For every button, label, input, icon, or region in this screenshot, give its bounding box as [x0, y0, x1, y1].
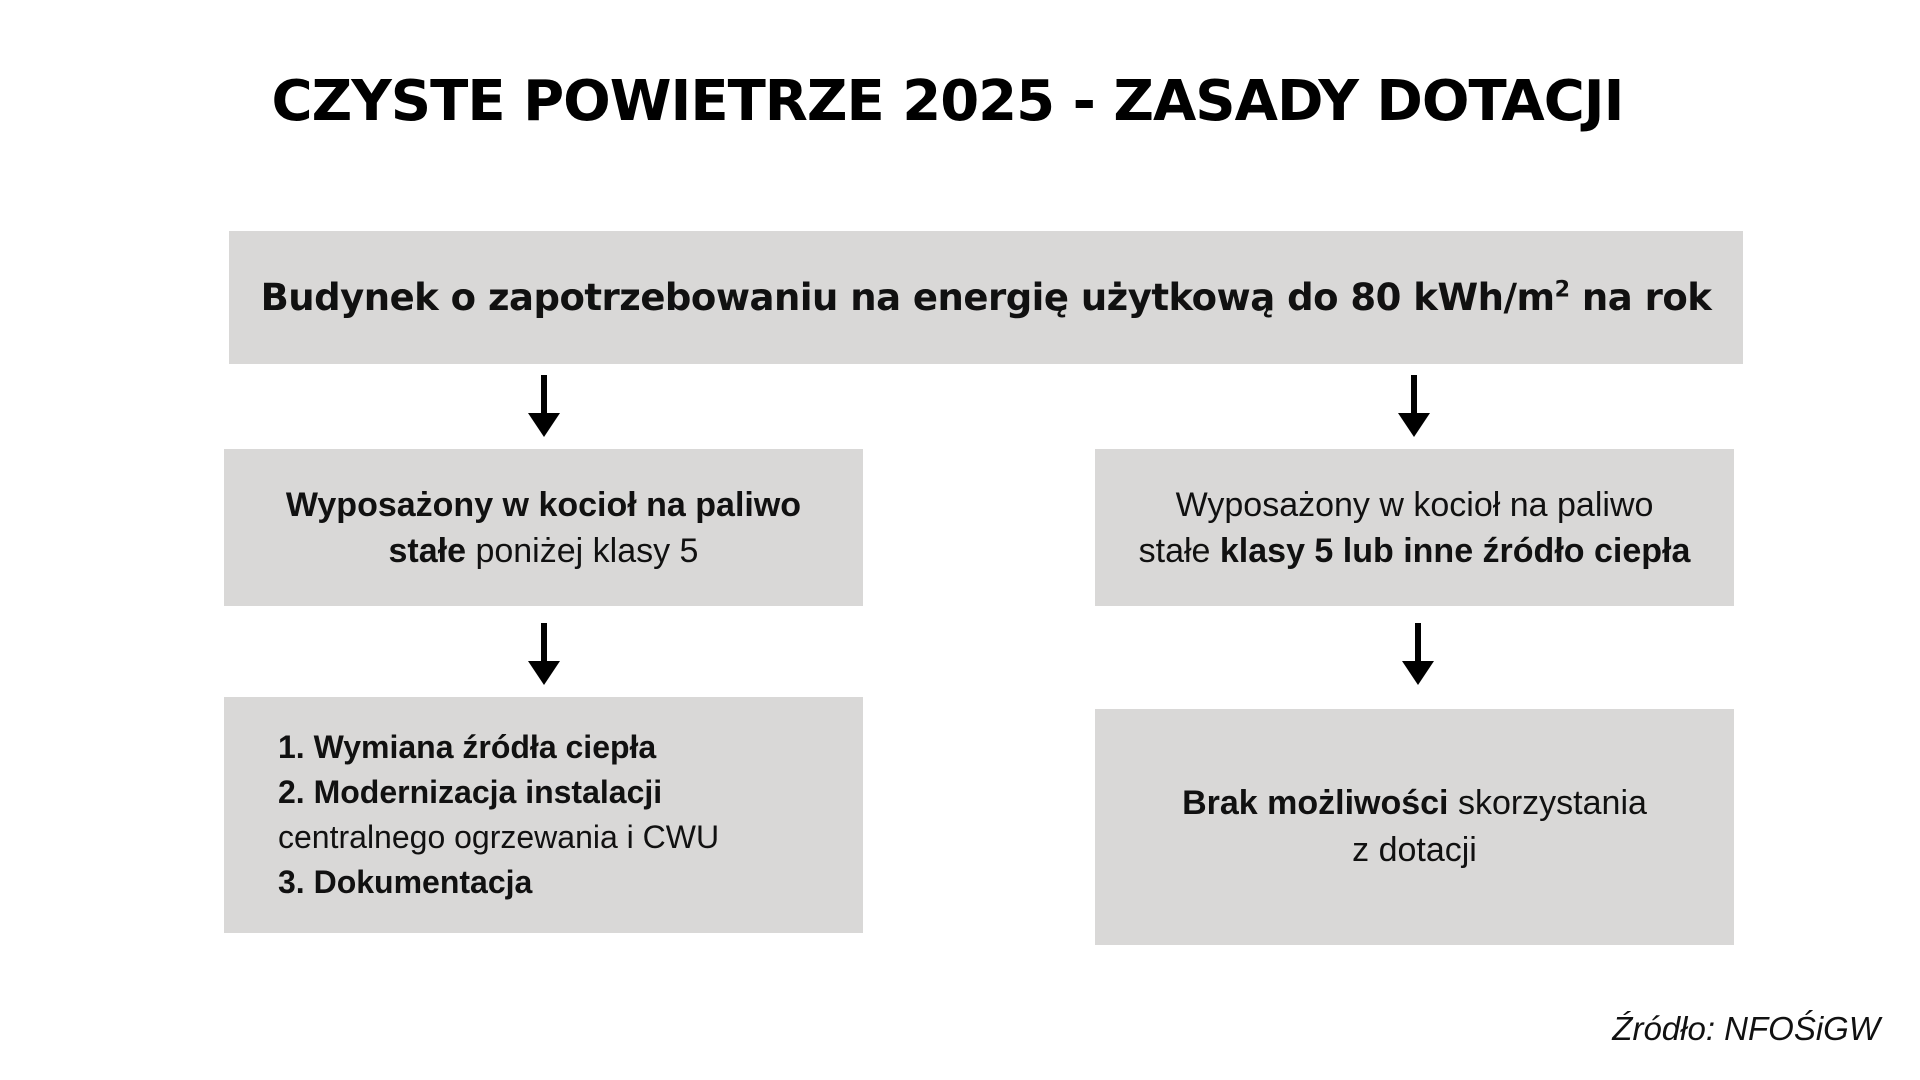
list-item: 2. Modernizacja instalacji [278, 774, 663, 810]
right-condition-box [1095, 449, 1734, 606]
list-item: 1. Wymiana źródła ciepła [278, 729, 657, 765]
left-condition-box [224, 449, 863, 606]
list-item-continuation: centralnego ogrzewania i CWU [278, 819, 720, 855]
left-condition-bold-2: stałe [388, 531, 466, 570]
list-item: 3. Dokumentacja [278, 864, 533, 900]
top-condition-main: Budynek o zapotrzebowaniu na energię użytkową do 80 kWh/m [260, 276, 1555, 319]
arrow-down-icon [524, 375, 564, 439]
right-result-normal-2: z dotacji [1352, 831, 1477, 869]
source-caption: Źródło: NFOŚiGW [1612, 1010, 1880, 1047]
left-result-list [278, 725, 719, 905]
top-condition-box [229, 231, 1743, 364]
right-result-bold: Brak możliwości [1182, 784, 1449, 822]
right-result-box [1095, 709, 1734, 945]
left-condition-text [286, 482, 801, 574]
top-condition-text [261, 276, 1712, 319]
page-title: CZYSTE POWIETRZE 2025 - ZASADY DOTACJI [271, 69, 1624, 134]
arrow-down-icon [1398, 623, 1438, 687]
left-condition-bold-1: Wyposażony w kocioł na paliwo [285, 485, 802, 524]
arrow-down-icon [1394, 375, 1434, 439]
right-result-text [1182, 780, 1647, 874]
right-condition-text [1139, 482, 1691, 574]
right-result-normal-1: skorzystania [1448, 784, 1647, 822]
right-condition-normal-2: stałe [1138, 531, 1220, 570]
right-condition-normal-1: Wyposażony w kocioł na paliwo [1175, 485, 1654, 524]
right-condition-bold: klasy 5 lub inne źródło ciepła [1219, 531, 1691, 570]
arrow-down-icon [524, 623, 564, 687]
left-condition-normal: poniżej klasy 5 [466, 531, 699, 570]
left-result-box [224, 697, 863, 933]
top-condition-end: na rok [1569, 276, 1712, 319]
top-condition-superscript: 2 [1554, 276, 1570, 303]
